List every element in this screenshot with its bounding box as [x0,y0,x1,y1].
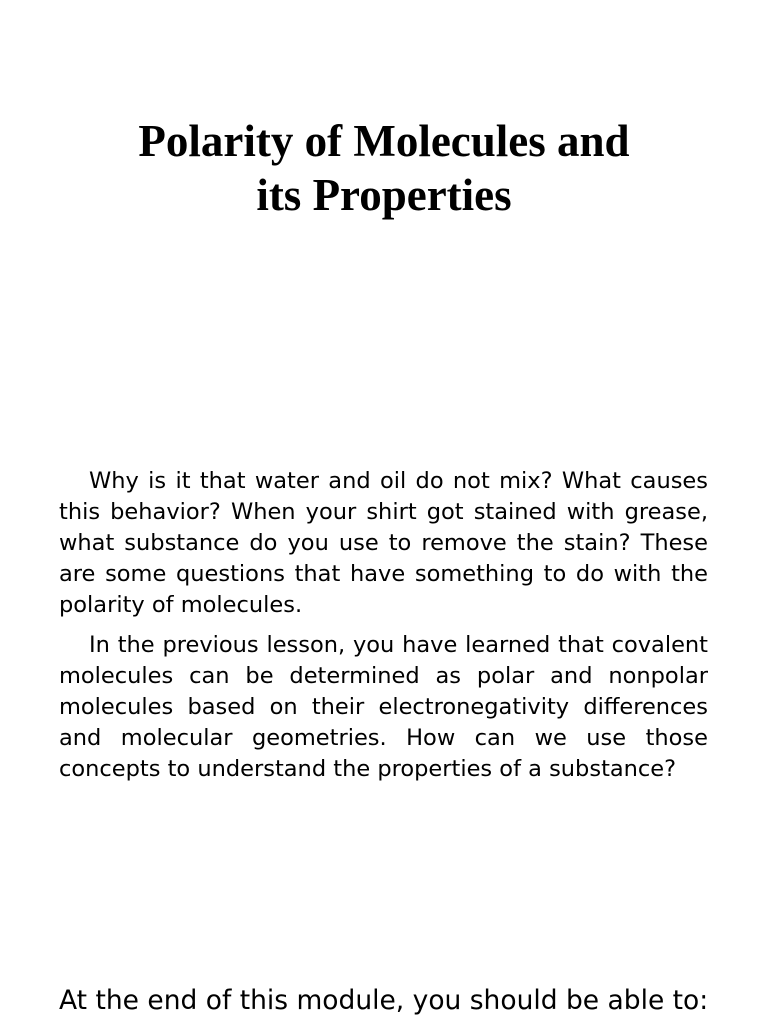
page-title-line-2: its Properties [256,170,512,220]
intro-paragraph: Why is it that water and oil do not mix? What causes this behavior? When your shirt got stained with grease, what substance do you use to remove the stain? These are some questions that have something to do with the polarity of molecules. [59,468,708,618]
objectives-lead-in: At the end of this module, you should be able to: [59,985,709,1016]
page-title-line-1: Polarity of Molecules and [138,116,630,166]
body-text [59,466,708,785]
previous-lesson-paragraph: In the previous lesson, you have learned that covalent molecules can be determined as polar and nonpolar molecules based on their electronegativity differences and molecular geometries. How can we use those concepts to understand the properties of a substance? [59,632,708,782]
page-title [60,114,708,222]
